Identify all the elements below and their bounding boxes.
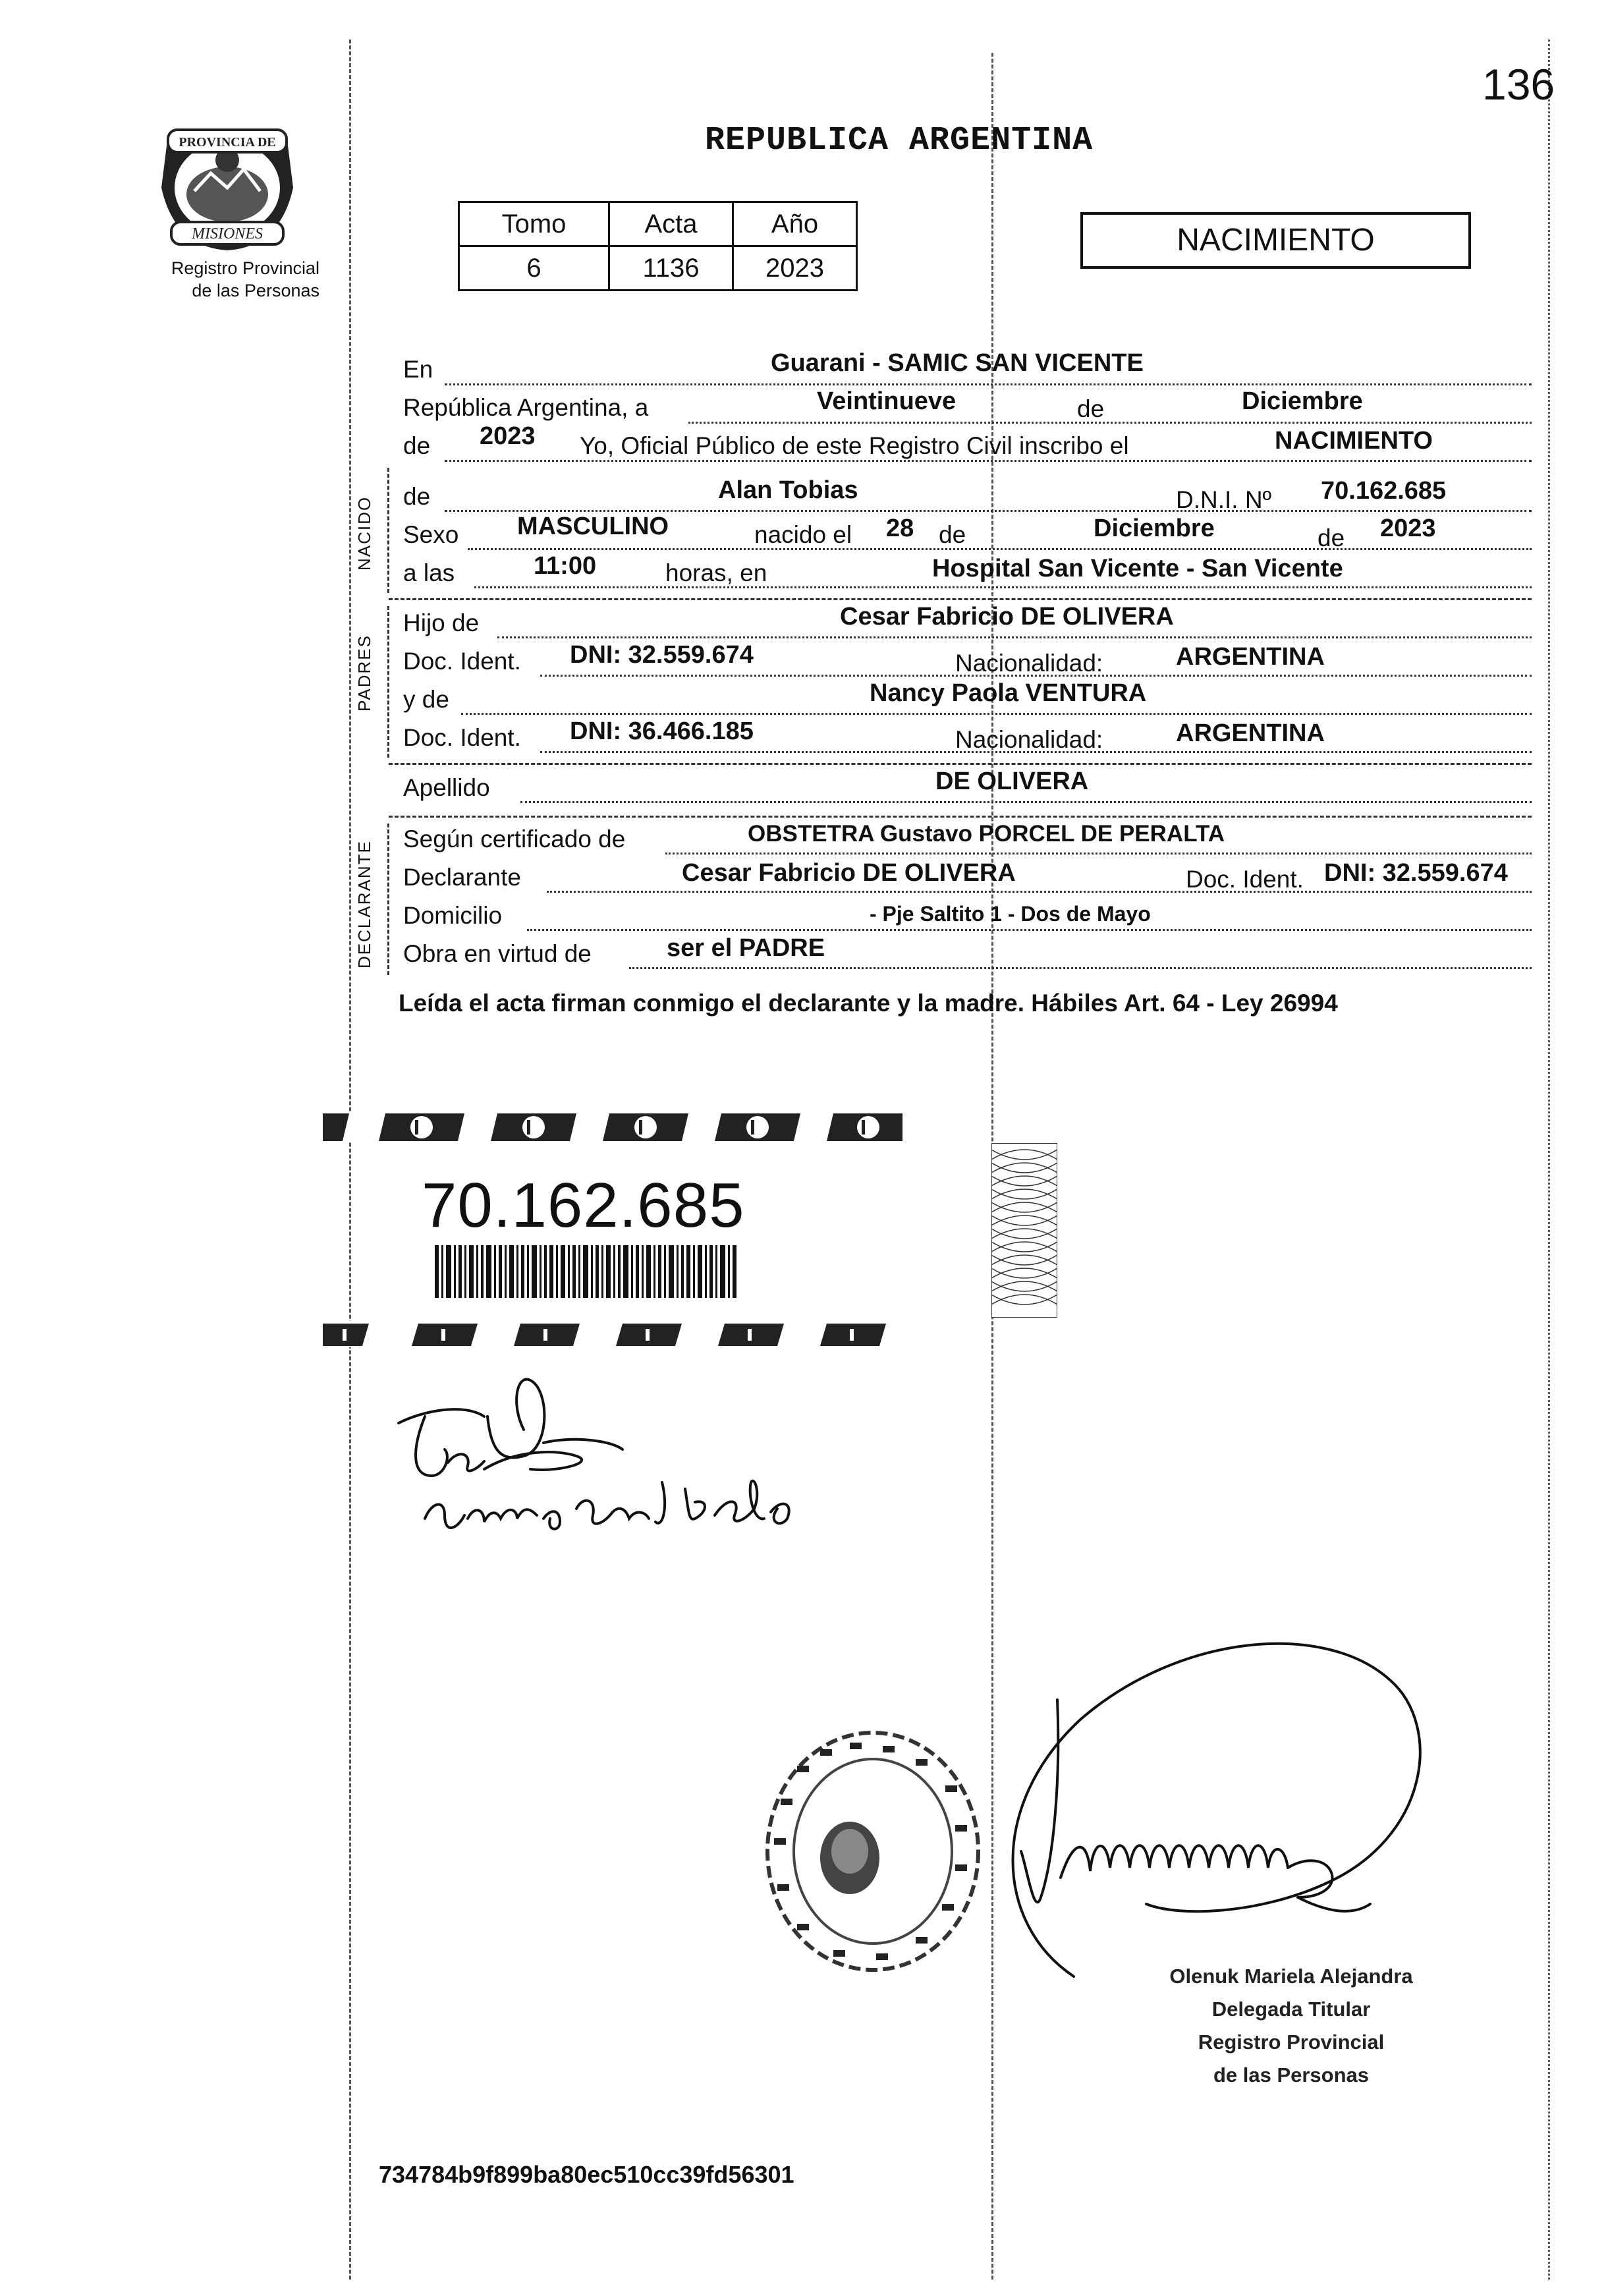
line-de-year <box>445 460 1532 462</box>
document-hash: 734784b9f899ba80ec510cc39fd56301 <box>379 2161 794 2188</box>
capacity-value: ser el PADRE <box>667 934 825 962</box>
domicilio-label: Domicilio <box>403 902 503 929</box>
surname-value: DE OLIVERA <box>935 768 1089 795</box>
father-dni-value: DNI: 32.559.674 <box>570 641 754 669</box>
father-nac-label: Nacionalidad: <box>955 650 1103 677</box>
birth-de2-label: de <box>1318 524 1345 551</box>
father-doc-label: Doc. Ident. <box>403 648 521 675</box>
registry-caption-line1: Registro Provincial <box>171 258 319 278</box>
mother-nat-value: ARGENTINA <box>1176 719 1325 747</box>
line-hijo <box>497 636 1532 638</box>
dni-value: 70.162.685 <box>1321 477 1447 505</box>
hijo-label: Hijo de <box>403 609 480 636</box>
de-month-label: de <box>1077 395 1105 422</box>
registry-caption-line2: de las Personas <box>192 281 319 300</box>
section-padres: PADRES <box>354 634 374 712</box>
yde-label: y de <box>403 686 449 713</box>
year-value: 2023 <box>480 422 536 450</box>
separator-apellido-declarante <box>389 816 1532 818</box>
left-margin-line <box>349 40 351 2280</box>
tomo-header: Tomo <box>459 202 609 246</box>
mother-dni-value: DNI: 36.466.185 <box>570 717 754 745</box>
barcode <box>435 1245 738 1298</box>
official-org-line2: de las Personas <box>1213 2063 1370 2086</box>
anio-header: Año <box>733 202 857 246</box>
segun-label: Según certificado de <box>403 826 626 853</box>
registry-caption <box>128 257 319 302</box>
name-value: Alan Tobias <box>718 476 858 504</box>
security-pattern <box>991 1143 1057 1318</box>
handwritten-signatures <box>385 1377 886 1588</box>
padres-bracket <box>387 606 389 758</box>
line-sexo <box>468 548 1532 550</box>
logo-text-top: PROVINCIA DE <box>179 135 276 150</box>
father-nat-value: ARGENTINA <box>1176 643 1325 671</box>
line-name <box>445 510 1532 512</box>
declarant-value: Cesar Fabricio DE OLIVERA <box>682 859 1016 887</box>
declarant-doc-label: Doc. Ident. <box>1186 866 1304 893</box>
sexo-value: MASCULINO <box>517 513 669 540</box>
anio-value: 2023 <box>733 246 857 291</box>
security-strip-bottom <box>323 1314 902 1355</box>
logo-text-bottom: MISIONES <box>192 225 263 242</box>
alas-label: a las <box>403 559 455 586</box>
declarante-label: Declarante <box>403 864 521 891</box>
place-value: Guarani - SAMIC SAN VICENTE <box>771 349 1144 377</box>
page-number: 136 <box>1482 60 1555 109</box>
republica-label: República Argentina, a <box>403 394 649 421</box>
line-yde <box>461 713 1532 715</box>
line-domicilio <box>527 929 1532 931</box>
section-nacido: NACIDO <box>354 495 374 571</box>
hora-value: 11:00 <box>534 552 597 580</box>
certificate-value: OBSTETRA Gustavo PORCEL DE PERALTA <box>748 821 1225 847</box>
official-org-line1: Registro Provincial <box>1198 2030 1385 2054</box>
section-declarante: DECLARANTE <box>354 840 374 968</box>
security-strip-top <box>323 1107 902 1148</box>
apellido-label: Apellido <box>403 774 490 801</box>
month-value: Diciembre <box>1242 387 1363 415</box>
line-obra <box>629 967 1532 969</box>
declarant-dni-value: DNI: 32.559.674 <box>1324 859 1508 887</box>
line-hora <box>474 586 1532 588</box>
mother-value: Nancy Paola VENTURA <box>870 679 1147 707</box>
day-words-value: Veintinueve <box>817 387 957 415</box>
official-stamp <box>1080 1960 1502 2092</box>
father-value: Cesar Fabricio DE OLIVERA <box>840 603 1174 630</box>
address-value: - Pje Saltito 1 - Dos de Mayo <box>870 902 1151 926</box>
mother-nac-label: Nacionalidad: <box>955 726 1103 753</box>
document-title: REPUBLICA ARGENTINA <box>705 122 1094 159</box>
closing-text: Leída el acta firman conmigo el declarante y la madre. Hábiles Art. 64 - Ley 26994 <box>399 990 1338 1017</box>
birth-day-value: 28 <box>886 515 914 542</box>
record-index-table <box>458 201 858 291</box>
nacido-label: nacido el <box>754 521 852 548</box>
record-index-header-row <box>459 202 857 246</box>
birth-year-value: 2023 <box>1380 515 1436 542</box>
birth-place-value: Hospital San Vicente - San Vicente <box>932 555 1343 582</box>
line-declarante <box>547 891 1532 893</box>
record-index-value-row <box>459 246 857 291</box>
tomo-value: 6 <box>459 246 609 291</box>
separator-padres-apellido <box>389 763 1532 765</box>
official-name: Olenuk Mariela Alejandra <box>1169 1965 1413 1988</box>
en-label: En <box>403 356 433 383</box>
mother-doc-label: Doc. Ident. <box>403 724 521 751</box>
sexo-label: Sexo <box>403 521 459 548</box>
event-value: NACIMIENTO <box>1275 427 1433 455</box>
official-seal <box>758 1726 988 1983</box>
official-role: Delegada Titular <box>1211 1998 1371 2021</box>
dni-label: D.N.I. Nº <box>1176 486 1272 513</box>
nacido-bracket <box>387 468 389 593</box>
right-margin-line <box>1548 40 1550 2280</box>
obra-label: Obra en virtud de <box>403 940 592 967</box>
name-de-label: de <box>403 483 431 510</box>
horas-label: horas, en <box>665 559 767 586</box>
acta-value: 1136 <box>609 246 733 291</box>
separator-nacido-padres <box>389 598 1532 600</box>
birth-de1-label: de <box>939 521 966 548</box>
birth-month-value: Diciembre <box>1094 515 1215 542</box>
line-segun <box>665 853 1532 854</box>
line-en <box>445 383 1532 385</box>
yo-text: Yo, Oficial Público de este Registro Civil inscribo el <box>580 432 1129 459</box>
de-year-label: de <box>403 432 431 459</box>
official-signature <box>982 1608 1522 1983</box>
record-type-box: NACIMIENTO <box>1080 212 1471 269</box>
barcode-number: 70.162.685 <box>422 1170 745 1241</box>
line-apellido <box>520 801 1532 803</box>
registry-logo <box>148 96 306 254</box>
declarante-bracket <box>387 824 389 975</box>
acta-header: Acta <box>609 202 733 246</box>
line-republica <box>688 422 1532 424</box>
